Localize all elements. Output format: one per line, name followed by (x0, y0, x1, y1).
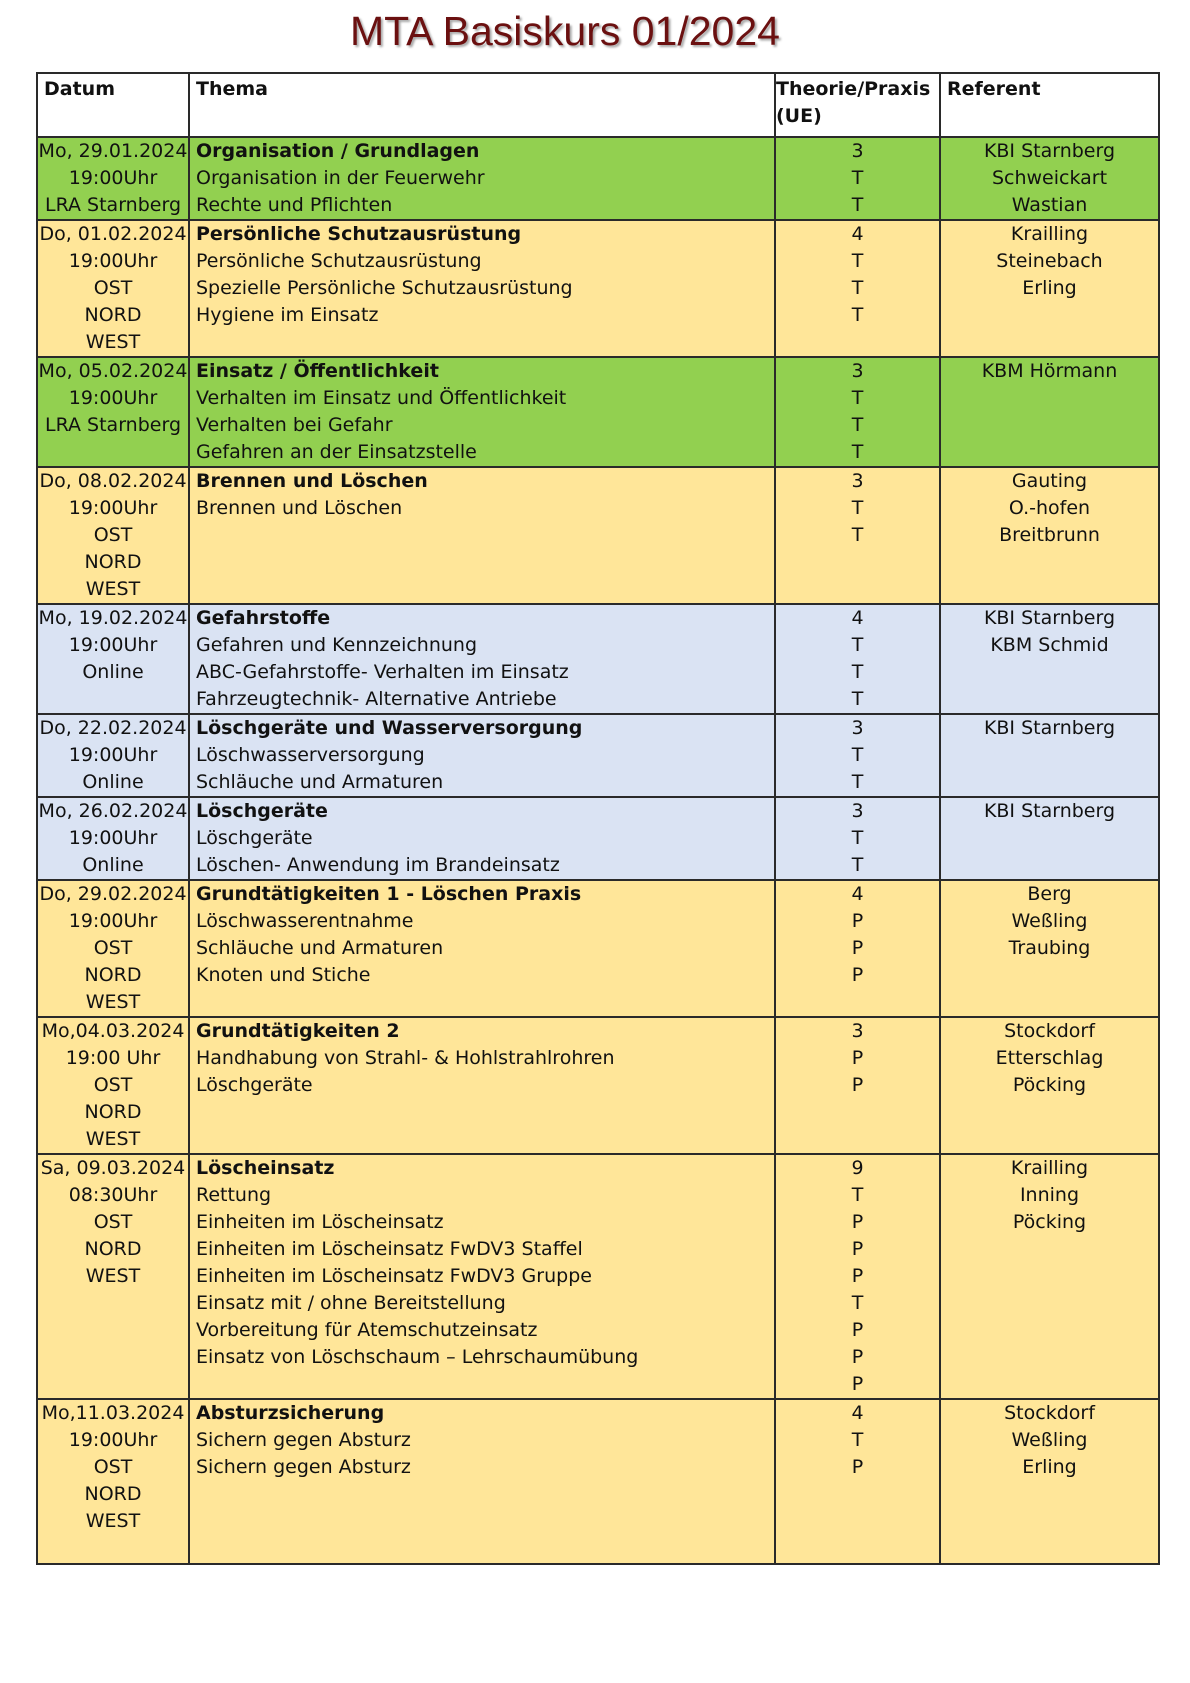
ue-value: P (851, 1238, 864, 1260)
date-cell (37, 797, 189, 880)
date-line: WEST (85, 1510, 141, 1532)
topic-title: Organisation / Grundlagen (196, 140, 480, 162)
topic-item: Persönliche Schutzausrüstung (196, 250, 482, 272)
referent-name: Inning (1019, 1184, 1080, 1206)
topic-item: Rettung (196, 1184, 272, 1206)
date-line: NORD (84, 551, 142, 573)
referent-name: Schweickart (991, 167, 1108, 189)
ue-value: P (851, 1074, 864, 1096)
topic-title: Löschgeräte und Wasserversorgung (196, 717, 583, 739)
date-line: 19:00 Uhr (65, 1047, 161, 1069)
date-line: Mo, 29.01.2024 (38, 140, 188, 162)
topic-item: Schläuche und Armaturen (196, 771, 444, 793)
theorie-praxis-cell (775, 357, 940, 467)
date-line: WEST (85, 331, 141, 353)
referent-name: Krailling (1010, 1157, 1089, 1179)
date-line: NORD (84, 1101, 142, 1123)
ue-value: 3 (851, 1020, 864, 1042)
ue-value: 4 (851, 223, 864, 245)
topic-item: Löschen- Anwendung im Brandeinsatz (196, 854, 560, 876)
topic-cell (189, 1017, 775, 1154)
topic-cell (189, 1154, 775, 1399)
ue-value: 3 (851, 717, 864, 739)
topic-title: Löscheinsatz (196, 1157, 335, 1179)
topic-title: Grundtätigkeiten 2 (196, 1020, 400, 1042)
referent-name: Breitbrunn (999, 524, 1100, 546)
referent-name: O.-hofen (1008, 497, 1091, 519)
referent-cell (940, 467, 1159, 604)
date-line: Do, 22.02.2024 (39, 717, 187, 739)
date-line: OST (93, 937, 133, 959)
table-row (37, 880, 1159, 1017)
ue-value: P (851, 1319, 864, 1341)
ue-value: 4 (851, 607, 864, 629)
ue-value: P (851, 937, 864, 959)
topic-cell (189, 604, 775, 714)
date-cell (37, 220, 189, 357)
date-line: 19:00Uhr (68, 497, 158, 519)
theorie-praxis-cell (775, 1154, 940, 1399)
date-line: OST (93, 1211, 133, 1233)
table-row (37, 797, 1159, 880)
topic-item: Löschgeräte (196, 1074, 313, 1096)
topic-item: Organisation in der Feuerwehr (196, 167, 485, 189)
topic-item: Vorbereitung für Atemschutzeinsatz (196, 1319, 538, 1341)
date-line: Mo,04.03.2024 (41, 1020, 185, 1042)
date-line: OST (93, 277, 133, 299)
table-row (37, 1154, 1159, 1399)
header-row (37, 73, 1159, 137)
topic-cell (189, 220, 775, 357)
table-row (37, 137, 1159, 220)
topic-item: Gefahren und Kennzeichnung (196, 634, 478, 656)
topic-title: Einsatz / Öffentlichkeit (196, 360, 439, 382)
topic-item: Verhalten im Einsatz und Öffentlichkeit (196, 387, 567, 409)
ue-value: P (851, 964, 864, 986)
date-line: WEST (85, 991, 141, 1013)
ue-value: P (851, 1373, 864, 1395)
date-line: Do, 08.02.2024 (39, 470, 187, 492)
header-thema: Thema (189, 73, 775, 137)
ue-value: 4 (851, 1402, 864, 1424)
ue-value: P (851, 1265, 864, 1287)
date-cell (37, 714, 189, 797)
ue-value: P (851, 1346, 864, 1368)
theorie-praxis-cell (775, 137, 940, 220)
ue-value: T (851, 250, 864, 272)
referent-cell (940, 220, 1159, 357)
date-line: 19:00Uhr (68, 167, 158, 189)
topic-item: Brennen und Löschen (196, 497, 403, 519)
date-line: NORD (84, 964, 142, 986)
theorie-praxis-cell (775, 714, 940, 797)
topic-cell (189, 137, 775, 220)
date-line: 19:00Uhr (68, 910, 158, 932)
date-cell (37, 467, 189, 604)
topic-item: Sichern gegen Absturz (196, 1456, 411, 1478)
ue-value: T (851, 497, 864, 519)
ue-value: T (851, 744, 864, 766)
date-line: 19:00Uhr (68, 744, 158, 766)
ue-value: T (851, 688, 864, 710)
ue-value: T (851, 304, 864, 326)
topic-item: Einheiten im Löscheinsatz (196, 1211, 444, 1233)
table-row (37, 220, 1159, 357)
ue-value: T (851, 1292, 864, 1314)
referent-name: Stockdorf (1004, 1020, 1095, 1042)
date-line: Mo, 05.02.2024 (38, 360, 188, 382)
topic-item: Einheiten im Löscheinsatz FwDV3 Staffel (196, 1238, 583, 1260)
topic-cell (189, 357, 775, 467)
topic-title: Grundtätigkeiten 1 - Löschen Praxis (196, 883, 582, 905)
ue-value: 9 (851, 1157, 864, 1179)
date-cell (37, 604, 189, 714)
ue-value: T (851, 414, 864, 436)
referent-cell (940, 604, 1159, 714)
ue-value: 3 (851, 800, 864, 822)
date-line: LRA Starnberg (44, 414, 181, 436)
referent-cell (940, 1154, 1159, 1399)
referent-name: KBI Starnberg (983, 607, 1116, 629)
referent-name: KBM Schmid (990, 634, 1109, 656)
ue-value: T (851, 1429, 864, 1451)
topic-title: Absturzsicherung (196, 1402, 385, 1424)
topic-title: Gefahrstoffe (196, 607, 331, 629)
ue-value: T (851, 524, 864, 546)
ue-value: 3 (851, 360, 864, 382)
referent-name: Berg (1027, 883, 1072, 905)
referent-name: Stockdorf (1004, 1402, 1095, 1424)
theorie-praxis-cell (775, 880, 940, 1017)
topic-item: Einheiten im Löscheinsatz FwDV3 Gruppe (196, 1265, 592, 1287)
referent-name: Wastian (1011, 194, 1088, 216)
date-line: 19:00Uhr (68, 827, 158, 849)
date-line: NORD (84, 304, 142, 326)
date-line: 08:30Uhr (68, 1184, 158, 1206)
date-line: Do, 01.02.2024 (39, 223, 187, 245)
theorie-praxis-cell (775, 1017, 940, 1154)
topic-cell (189, 797, 775, 880)
ue-value: T (851, 634, 864, 656)
ue-value: T (851, 387, 864, 409)
theorie-praxis-cell (775, 797, 940, 880)
ue-value: P (851, 1211, 864, 1233)
table-row (37, 357, 1159, 467)
referent-cell (940, 714, 1159, 797)
date-cell (37, 1399, 189, 1564)
date-line: Online (82, 854, 144, 876)
topic-item: Schläuche und Armaturen (196, 937, 444, 959)
date-cell (37, 880, 189, 1017)
topic-title: Persönliche Schutzausrüstung (196, 223, 522, 245)
date-line: WEST (85, 578, 141, 600)
referent-cell (940, 357, 1159, 467)
date-line: NORD (84, 1483, 142, 1505)
date-line: OST (93, 524, 133, 546)
ue-value: P (851, 1456, 864, 1478)
date-line: Mo,11.03.2024 (41, 1402, 185, 1424)
referent-cell (940, 137, 1159, 220)
ue-value: 4 (851, 883, 864, 905)
date-line: WEST (85, 1265, 141, 1287)
schedule-body (37, 137, 1159, 1564)
topic-item: Sichern gegen Absturz (196, 1429, 411, 1451)
referent-cell (940, 797, 1159, 880)
ue-value: T (851, 441, 864, 463)
ue-value: P (851, 910, 864, 932)
ue-value: T (851, 827, 864, 849)
referent-cell (940, 880, 1159, 1017)
schedule-table (36, 72, 1160, 1565)
topic-cell (189, 467, 775, 604)
date-line: NORD (84, 1238, 142, 1260)
table-row (37, 467, 1159, 604)
header-theorie-praxis: Theorie/Praxis (UE) (775, 73, 940, 137)
date-line: OST (93, 1456, 133, 1478)
referent-name: Weßling (1011, 1429, 1088, 1451)
topic-item: Verhalten bei Gefahr (196, 414, 393, 436)
topic-item: Gefahren an der Einsatzstelle (196, 441, 477, 463)
page-title: MTA Basiskurs 01/2024 (350, 8, 780, 54)
topic-cell (189, 1399, 775, 1564)
referent-name: Steinebach (996, 250, 1103, 272)
date-cell (37, 137, 189, 220)
ue-value: 3 (851, 470, 864, 492)
ue-value: T (851, 661, 864, 683)
ue-value: P (851, 1047, 864, 1069)
topic-item: Löschwasserentnahme (196, 910, 414, 932)
referent-name: Pöcking (1012, 1211, 1087, 1233)
topic-cell (189, 880, 775, 1017)
theorie-praxis-cell (775, 220, 940, 357)
topic-item: Löschwasserversorgung (196, 744, 425, 766)
date-cell (37, 1017, 189, 1154)
table-row (37, 1399, 1159, 1564)
table-row (37, 1017, 1159, 1154)
referent-name: Gauting (1011, 470, 1088, 492)
table-row (37, 714, 1159, 797)
date-line: Sa, 09.03.2024 (40, 1157, 186, 1179)
referent-name: Traubing (1008, 937, 1091, 959)
ue-value: T (851, 167, 864, 189)
date-line: WEST (85, 1128, 141, 1150)
topic-title: Brennen und Löschen (196, 470, 428, 492)
date-cell (37, 357, 189, 467)
header-datum: Datum (37, 73, 189, 137)
referent-name: Pöcking (1012, 1074, 1087, 1096)
topic-item: Löschgeräte (196, 827, 313, 849)
ue-value: T (851, 1184, 864, 1206)
ue-value: T (851, 277, 864, 299)
date-cell (37, 1154, 189, 1399)
topic-item: Fahrzeugtechnik- Alternative Antriebe (196, 688, 557, 710)
referent-cell (940, 1017, 1159, 1154)
ue-value: T (851, 854, 864, 876)
topic-item: Spezielle Persönliche Schutzausrüstung (196, 277, 573, 299)
theorie-praxis-cell (775, 467, 940, 604)
date-line: LRA Starnberg (44, 194, 181, 216)
referent-name: KBI Starnberg (983, 140, 1116, 162)
date-line: 19:00Uhr (68, 387, 158, 409)
topic-item: Einsatz von Löschschaum – Lehrschaumübung (196, 1346, 639, 1368)
theorie-praxis-cell (775, 1399, 940, 1564)
date-line: Do, 29.02.2024 (39, 883, 187, 905)
topic-title: Löschgeräte (196, 800, 328, 822)
date-line: OST (93, 1074, 133, 1096)
theorie-praxis-cell (775, 604, 940, 714)
referent-name: Krailling (1010, 223, 1089, 245)
referent-name: KBI Starnberg (983, 717, 1116, 739)
topic-item: Knoten und Stiche (196, 964, 371, 986)
date-line: Online (82, 661, 144, 683)
table-row (37, 604, 1159, 714)
ue-value: T (851, 771, 864, 793)
referent-name: Etterschlag (995, 1047, 1104, 1069)
topic-item: Handhabung von Strahl- & Hohlstrahlrohren (196, 1047, 615, 1069)
topic-item: ABC-Gefahrstoffe- Verhalten im Einsatz (196, 661, 569, 683)
topic-cell (189, 714, 775, 797)
ue-value: T (851, 194, 864, 216)
date-line: 19:00Uhr (68, 250, 158, 272)
date-line: Mo, 19.02.2024 (38, 607, 188, 629)
referent-name: KBI Starnberg (983, 800, 1116, 822)
topic-item: Hygiene im Einsatz (196, 304, 379, 326)
date-line: 19:00Uhr (68, 1429, 158, 1451)
referent-name: Erling (1022, 1456, 1077, 1478)
referent-name: Erling (1022, 277, 1077, 299)
referent-name: KBM Hörmann (981, 360, 1118, 382)
ue-value: 3 (851, 140, 864, 162)
date-line: 19:00Uhr (68, 634, 158, 656)
referent-cell (940, 1399, 1159, 1564)
topic-item: Einsatz mit / ohne Bereitstellung (196, 1292, 506, 1314)
header-referent: Referent (940, 73, 1159, 137)
topic-item: Rechte und Pflichten (196, 194, 393, 216)
date-line: Mo, 26.02.2024 (38, 800, 188, 822)
referent-name: Weßling (1011, 910, 1088, 932)
date-line: Online (82, 771, 144, 793)
